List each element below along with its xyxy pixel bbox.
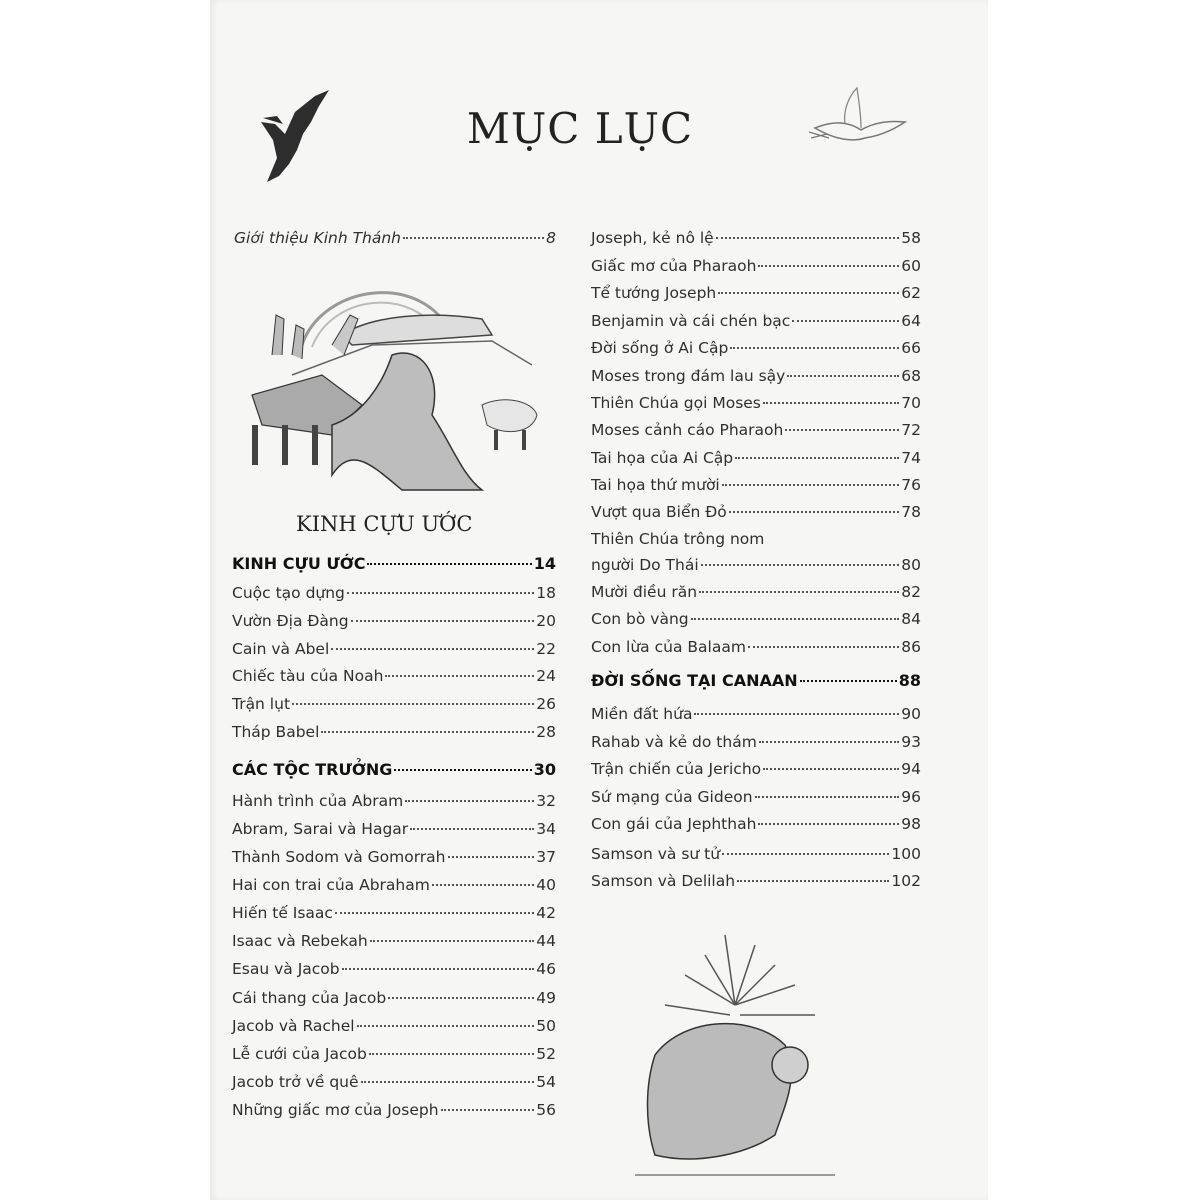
toc-entry-label: Tháp Babel bbox=[232, 723, 320, 741]
dot-leader bbox=[737, 880, 889, 882]
toc-entry-label: Cain và Abel bbox=[232, 640, 330, 658]
toc-entry-label: Giấc mơ của Pharaoh bbox=[591, 257, 757, 275]
toc-entry-label: Con bò vàng bbox=[591, 610, 689, 628]
toc-entry-page: 72 bbox=[901, 421, 921, 439]
toc-entry bbox=[591, 367, 921, 385]
toc-entry-page: 70 bbox=[901, 394, 921, 412]
toc-entry bbox=[232, 695, 556, 713]
dot-leader bbox=[388, 997, 534, 999]
toc-section-heading bbox=[232, 760, 556, 779]
toc-entry-label: Hai con trai của Abraham bbox=[232, 876, 430, 894]
toc-entry bbox=[232, 640, 556, 658]
toc-entry-page: 88 bbox=[898, 671, 921, 690]
toc-entry-page: 68 bbox=[901, 367, 921, 385]
toc-entry-page: 14 bbox=[533, 554, 556, 573]
dot-leader bbox=[432, 884, 534, 886]
toc-entry bbox=[232, 612, 556, 630]
toc-entry bbox=[591, 503, 921, 521]
toc-entry bbox=[591, 610, 921, 628]
toc-entry-label: Abram, Sarai và Hagar bbox=[232, 820, 409, 838]
toc-entry bbox=[232, 792, 556, 810]
toc-entry-page: 42 bbox=[536, 904, 556, 922]
dot-leader bbox=[342, 968, 535, 970]
toc-entry bbox=[232, 904, 556, 922]
dot-leader bbox=[735, 457, 899, 459]
dot-leader bbox=[335, 912, 534, 914]
eagle-icon bbox=[255, 88, 335, 188]
toc-entry-label: Cái thang của Jacob bbox=[232, 989, 387, 1007]
toc-entry bbox=[232, 848, 556, 866]
dot-leader bbox=[758, 823, 899, 825]
toc-entry bbox=[232, 876, 556, 894]
dot-leader bbox=[699, 591, 899, 593]
section-title: KINH CỰU ƯỚC bbox=[296, 512, 473, 536]
toc-entry-label: Giới thiệu Kinh Thánh bbox=[234, 229, 402, 247]
dot-leader bbox=[763, 402, 899, 404]
dot-leader bbox=[763, 768, 899, 770]
toc-entry-page: 32 bbox=[536, 792, 556, 810]
dot-leader bbox=[758, 265, 899, 267]
toc-entry-page: 76 bbox=[901, 476, 921, 494]
toc-entry bbox=[232, 1017, 556, 1035]
dot-leader bbox=[691, 618, 900, 620]
toc-entry-label: Thiên Chúa gọi Moses bbox=[591, 394, 761, 412]
toc-entry-label: Những giấc mơ của Joseph bbox=[232, 1101, 439, 1119]
toc-entry-page: 24 bbox=[536, 667, 556, 685]
toc-entry-label: Rahab và kẻ do thám bbox=[591, 733, 757, 751]
toc-entry-label: Samson và Delilah bbox=[591, 872, 736, 890]
dot-leader bbox=[357, 1025, 535, 1027]
toc-entry-label: Mười điều răn bbox=[591, 583, 698, 601]
toc-entry-page: 96 bbox=[901, 788, 921, 806]
toc-entry-page: 66 bbox=[901, 339, 921, 357]
dot-leader bbox=[367, 563, 531, 565]
toc-entry bbox=[591, 476, 921, 494]
toc-entry-label: Esau và Jacob bbox=[232, 960, 340, 978]
toc-entry bbox=[232, 667, 556, 685]
toc-entry bbox=[591, 733, 921, 751]
dot-leader bbox=[331, 648, 534, 650]
toc-entry-label: KINH CỰU ƯỚC bbox=[232, 554, 366, 573]
toc-section-heading bbox=[232, 554, 556, 573]
toc-entry-label: Miền đất hứa bbox=[591, 705, 693, 723]
toc-entry-label: Vượt qua Biển Đỏ bbox=[591, 503, 727, 521]
dot-leader bbox=[800, 680, 897, 682]
page-title: MỤC LỤC bbox=[466, 104, 694, 153]
toc-entry-page: 94 bbox=[901, 760, 921, 778]
toc-entry bbox=[591, 421, 921, 439]
toc-section-heading bbox=[591, 671, 921, 690]
dot-leader bbox=[351, 620, 535, 622]
dot-leader bbox=[785, 429, 899, 431]
toc-entry-page: 52 bbox=[536, 1045, 556, 1063]
dot-leader bbox=[448, 856, 535, 858]
toc-entry bbox=[591, 815, 921, 833]
toc-entry-label: Thiên Chúa trông nom bbox=[591, 530, 765, 548]
toc-entry bbox=[232, 584, 556, 602]
toc-entry-page: 86 bbox=[901, 638, 921, 656]
toc-entry bbox=[591, 284, 921, 302]
toc-entry-label: Isaac và Rebekah bbox=[232, 932, 368, 950]
toc-entry-page: 62 bbox=[901, 284, 921, 302]
toc-entry-page: 40 bbox=[536, 876, 556, 894]
toc-entry-label: Vườn Địa Đàng bbox=[232, 612, 349, 630]
toc-entry-label: Tể tướng Joseph bbox=[591, 284, 717, 302]
toc-entry-page: 84 bbox=[901, 610, 921, 628]
toc-entry-label: Moses trong đám lau sậy bbox=[591, 367, 786, 385]
toc-entry bbox=[591, 229, 921, 247]
toc-entry-page: 102 bbox=[891, 872, 921, 890]
toc-entry bbox=[234, 229, 556, 247]
dot-leader bbox=[787, 375, 899, 377]
toc-entry-label: Benjamin và cái chén bạc bbox=[591, 312, 791, 330]
toc-entry bbox=[591, 312, 921, 330]
toc-entry-page: 98 bbox=[901, 815, 921, 833]
toc-entry bbox=[591, 394, 921, 412]
toc-entry-page: 26 bbox=[536, 695, 556, 713]
toc-entry bbox=[232, 1073, 556, 1091]
toc-entry-label: Tai họa thứ mười bbox=[591, 476, 720, 494]
dot-leader bbox=[385, 675, 534, 677]
toc-entry-page: 60 bbox=[901, 257, 921, 275]
dot-leader bbox=[755, 796, 900, 798]
toc-entry-page: 20 bbox=[536, 612, 556, 630]
toc-entry-label: Joseph, kẻ nô lệ bbox=[591, 229, 714, 247]
toc-entry bbox=[232, 932, 556, 950]
toc-entry bbox=[591, 257, 921, 275]
toc-entry bbox=[591, 760, 921, 778]
dot-leader bbox=[347, 592, 534, 594]
toc-entry bbox=[591, 845, 921, 863]
toc-entry-page: 90 bbox=[901, 705, 921, 723]
toc-entry-label: Hiến tế Isaac bbox=[232, 904, 333, 922]
toc-entry-label: Chiếc tàu của Noah bbox=[232, 667, 384, 685]
toc-entry bbox=[591, 449, 921, 467]
toc-entry-page: 82 bbox=[901, 583, 921, 601]
toc-entry-page: 46 bbox=[536, 960, 556, 978]
toc-entry bbox=[591, 788, 921, 806]
dot-leader bbox=[718, 292, 899, 294]
toc-entry-page: 34 bbox=[536, 820, 556, 838]
toc-entry-label: Jacob và Rachel bbox=[232, 1017, 355, 1035]
dot-leader bbox=[292, 703, 534, 705]
noah-ark-animals-illustration bbox=[232, 275, 547, 500]
toc-entry bbox=[591, 339, 921, 357]
dot-leader bbox=[716, 237, 900, 239]
toc-entry-label: Samson và sư tử bbox=[591, 845, 721, 863]
toc-entry-label: Đời sống ở Ai Cập bbox=[591, 339, 729, 357]
toc-entry-label: Lễ cưới của Jacob bbox=[232, 1045, 367, 1063]
dot-leader bbox=[405, 800, 534, 802]
toc-entry-page: 100 bbox=[891, 845, 921, 863]
toc-entry-page: 44 bbox=[536, 932, 556, 950]
toc-entry-page: 56 bbox=[536, 1101, 556, 1119]
toc-entry-label: Hành trình của Abram bbox=[232, 792, 404, 810]
toc-entry-page: 37 bbox=[536, 848, 556, 866]
toc-entry-page: 8 bbox=[546, 229, 556, 247]
toc-entry bbox=[232, 723, 556, 741]
toc-entry bbox=[232, 1045, 556, 1063]
dot-leader bbox=[694, 713, 899, 715]
toc-entry-label: Con gái của Jephthah bbox=[591, 815, 757, 833]
dot-leader bbox=[410, 828, 534, 830]
toc-entry-page: 80 bbox=[901, 556, 921, 574]
dot-leader bbox=[759, 741, 899, 743]
toc-entry-page: 64 bbox=[901, 312, 921, 330]
dot-leader bbox=[722, 484, 900, 486]
toc-entry-label: Sứ mạng của Gideon bbox=[591, 788, 753, 806]
dot-leader bbox=[748, 646, 899, 648]
dot-leader bbox=[729, 511, 900, 513]
toc-entry-page: 78 bbox=[901, 503, 921, 521]
toc-entry-label: Cuộc tạo dựng bbox=[232, 584, 345, 602]
dot-leader bbox=[370, 940, 535, 942]
toc-entry-label: Trận chiến của Jericho bbox=[591, 760, 762, 778]
dot-leader bbox=[321, 731, 534, 733]
toc-entry bbox=[591, 530, 921, 548]
toc-entry-label: CÁC TỘC TRƯỞNG bbox=[232, 760, 393, 779]
dot-leader bbox=[361, 1081, 535, 1083]
toc-entry-page: 74 bbox=[901, 449, 921, 467]
toc-entry-page: 22 bbox=[536, 640, 556, 658]
toc-entry-label: ĐỜI SỐNG TẠI CANAAN bbox=[591, 671, 798, 690]
dove-icon bbox=[805, 80, 915, 160]
dot-leader bbox=[722, 853, 889, 855]
toc-entry-page: 93 bbox=[901, 733, 921, 751]
dot-leader bbox=[441, 1109, 535, 1111]
toc-entry-label: Tai họa của Ai Cập bbox=[591, 449, 734, 467]
toc-entry-label: Thành Sodom và Gomorrah bbox=[232, 848, 446, 866]
toc-entry bbox=[591, 556, 921, 574]
kneeling-man-tree-illustration bbox=[625, 925, 850, 1190]
toc-entry bbox=[591, 705, 921, 723]
toc-entry-label: người Do Thái bbox=[591, 556, 699, 574]
toc-entry bbox=[591, 872, 921, 890]
dot-leader bbox=[394, 769, 531, 771]
toc-entry bbox=[232, 820, 556, 838]
toc-entry bbox=[232, 960, 556, 978]
toc-entry bbox=[591, 583, 921, 601]
toc-entry-label: Con lừa của Balaam bbox=[591, 638, 746, 656]
toc-entry bbox=[591, 638, 921, 656]
toc-entry-page: 50 bbox=[536, 1017, 556, 1035]
toc-entry bbox=[232, 1101, 556, 1119]
toc-entry-page: 18 bbox=[536, 584, 556, 602]
toc-entry-page: 58 bbox=[901, 229, 921, 247]
toc-entry-page: 28 bbox=[536, 723, 556, 741]
toc-entry bbox=[232, 989, 556, 1007]
toc-entry-page: 49 bbox=[536, 989, 556, 1007]
dot-leader bbox=[792, 320, 899, 322]
dot-leader bbox=[730, 347, 899, 349]
toc-entry-label: Trận lụt bbox=[232, 695, 291, 713]
dot-leader bbox=[369, 1053, 534, 1055]
toc-entry-page: 30 bbox=[533, 760, 556, 779]
dot-leader bbox=[701, 564, 900, 566]
toc-entry-page: 54 bbox=[536, 1073, 556, 1091]
dot-leader bbox=[403, 237, 544, 239]
toc-entry-label: Moses cảnh cáo Pharaoh bbox=[591, 421, 784, 439]
toc-entry-label: Jacob trở về quê bbox=[232, 1073, 359, 1091]
